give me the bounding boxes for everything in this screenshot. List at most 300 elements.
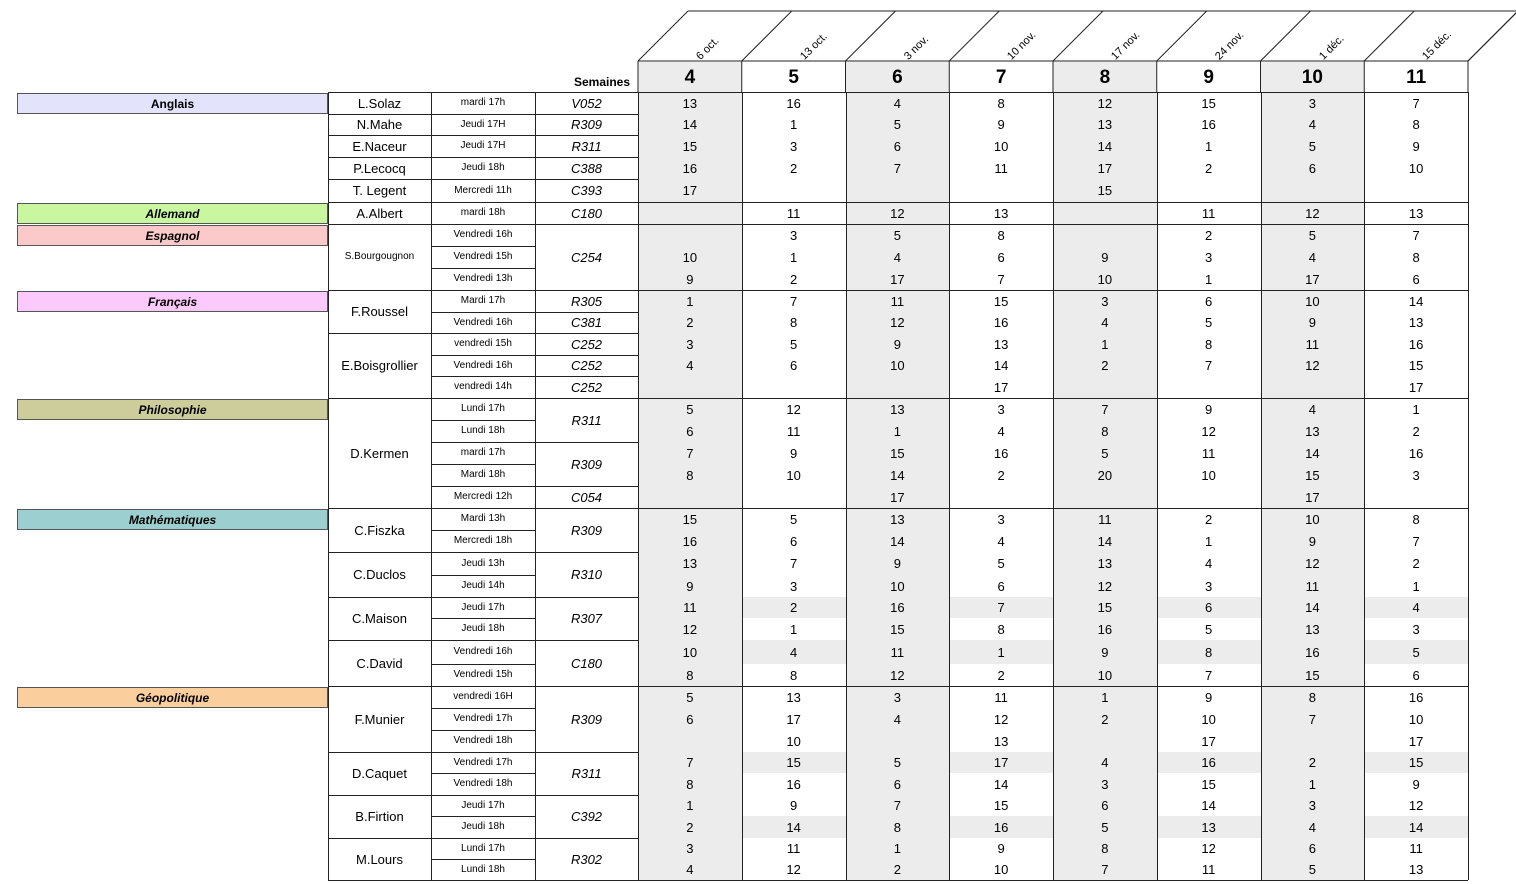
student-group-number: 12 — [1305, 556, 1320, 571]
student-group-number — [742, 179, 846, 202]
student-group-number: 5 — [1205, 621, 1213, 637]
student-group-number: 2 — [686, 819, 694, 835]
professor-divider — [328, 795, 431, 796]
room-divider — [535, 442, 638, 443]
student-group-number: 13 — [1408, 315, 1424, 330]
session-time: Mardi 13h — [460, 513, 506, 524]
student-group-number: 8 — [1412, 117, 1420, 132]
student-group-number: 10 — [1201, 711, 1216, 727]
time-divider — [431, 312, 535, 313]
student-group-number: 16 — [993, 315, 1009, 330]
professor-name: C.Maison — [352, 611, 407, 626]
time-divider — [431, 355, 535, 356]
student-group-number: 11 — [994, 160, 1008, 176]
session-time: Vendredi 16h — [453, 229, 513, 240]
student-group-number: 6 — [1205, 293, 1213, 309]
group-divider — [328, 92, 1468, 93]
student-group-number: 14 — [1305, 445, 1320, 461]
student-group-number: 8 — [790, 315, 798, 330]
student-group-number: 16 — [682, 533, 698, 549]
room-code: R309 — [570, 711, 603, 727]
student-group-number — [1053, 486, 1157, 508]
student-group-number: 4 — [997, 423, 1005, 439]
room-divider — [535, 179, 638, 180]
room-divider — [535, 640, 638, 641]
student-group-number: 16 — [1201, 755, 1216, 770]
student-group-number: 4 — [1412, 600, 1420, 615]
session-time: Vendredi 16h — [453, 359, 513, 371]
student-group-number: 7 — [1308, 711, 1316, 727]
student-group-number: 16 — [1408, 689, 1424, 705]
room-code: R309 — [570, 456, 603, 472]
session-time: vendredi 15h — [454, 338, 512, 349]
room-code: C388 — [570, 160, 603, 176]
student-group-number: 12 — [786, 401, 801, 417]
professor-divider — [328, 333, 431, 334]
time-divider — [431, 618, 535, 619]
student-group-number: 16 — [890, 600, 905, 615]
student-group-number: 7 — [686, 755, 694, 770]
session-time: Lundi 17h — [461, 842, 505, 854]
student-group-number: 2 — [1101, 711, 1109, 727]
student-group-number: 6 — [1308, 160, 1316, 176]
student-group-number: 15 — [1201, 95, 1216, 111]
student-group-number: 6 — [790, 533, 798, 549]
student-group-number — [1261, 179, 1365, 202]
student-group-number: 8 — [686, 467, 694, 483]
room-code: C252 — [570, 379, 603, 395]
time-divider — [431, 420, 535, 421]
session-time: Mercredi 18h — [453, 535, 513, 546]
student-group-number: 2 — [1205, 227, 1213, 243]
student-group-number: 1 — [893, 841, 901, 856]
subject-label: Allemand — [17, 203, 328, 224]
student-group-number: 6 — [1205, 600, 1213, 615]
session-time: Vendredi 16h — [453, 316, 513, 328]
student-group-number: 13 — [786, 689, 801, 705]
student-group-number: 15 — [993, 798, 1009, 813]
student-group-number: 7 — [1101, 401, 1109, 417]
group-divider — [328, 290, 1468, 291]
student-group-number: 1 — [1205, 271, 1213, 287]
student-group-number: 7 — [790, 556, 798, 571]
student-group-number: 6 — [893, 776, 901, 792]
professor-name: B.Firtion — [355, 809, 404, 824]
student-group-number: 17 — [1305, 271, 1320, 287]
professor-divider — [328, 179, 431, 180]
session-time: Jeudi 17H — [460, 118, 506, 130]
student-group-number: 6 — [686, 711, 694, 727]
student-group-number: 14 — [1305, 600, 1320, 615]
professor-divider — [328, 157, 431, 158]
week-number: 8 — [1099, 66, 1111, 88]
room-code: R310 — [570, 567, 603, 582]
student-group-number: 11 — [683, 600, 697, 615]
student-group-number: 1 — [1412, 401, 1420, 417]
student-group-number: 17 — [682, 183, 698, 198]
subject-label: Espagnol — [17, 225, 328, 246]
student-group-number: 8 — [997, 95, 1005, 111]
student-group-number: 14 — [1201, 798, 1216, 813]
student-group-number: 7 — [1205, 667, 1213, 683]
student-group-number: 7 — [1412, 533, 1420, 549]
student-group-number: 13 — [1097, 556, 1113, 571]
student-group-number: 1 — [1101, 336, 1109, 352]
student-group-number: 17 — [993, 755, 1009, 770]
student-group-number: 13 — [890, 511, 905, 527]
time-divider — [431, 333, 535, 334]
room-code: C252 — [570, 358, 603, 373]
student-group-number: 9 — [790, 445, 798, 461]
student-group-number: 15 — [1408, 358, 1424, 373]
student-group-number: 5 — [1101, 445, 1109, 461]
week-column-border — [1468, 92, 1469, 880]
subject-label: Philosophie — [17, 399, 328, 420]
professor-divider — [328, 597, 431, 598]
room-divider — [535, 157, 638, 158]
time-divider — [431, 530, 535, 531]
room-code: C392 — [570, 809, 603, 824]
week-date-label: 6 oct. — [694, 34, 722, 63]
session-time: Lundi 18h — [461, 425, 505, 436]
student-group-number — [1157, 486, 1261, 508]
week-column-border — [742, 92, 743, 880]
student-group-number: 20 — [1097, 467, 1113, 483]
student-group-number — [1157, 376, 1261, 398]
session-time: Vendredi 17h — [453, 713, 513, 724]
professor-name: D.Caquet — [352, 766, 407, 781]
professor-divider — [328, 114, 431, 115]
session-time: Jeudi 17h — [461, 799, 505, 811]
student-group-number: 15 — [890, 445, 905, 461]
room-divider — [535, 114, 638, 115]
student-group-number — [1261, 376, 1365, 398]
student-group-number: 15 — [1097, 183, 1113, 198]
time-divider — [431, 135, 535, 136]
student-group-number: 16 — [786, 95, 801, 111]
time-divider — [431, 268, 535, 269]
student-group-number: 11 — [1201, 445, 1216, 461]
student-group-number: 16 — [786, 776, 801, 792]
student-group-number: 14 — [890, 467, 905, 483]
student-group-number: 9 — [1412, 138, 1420, 154]
student-group-number: 11 — [786, 205, 801, 221]
header-slant-line — [1157, 11, 1207, 61]
week-date-label: 3 nov. — [901, 33, 931, 63]
student-group-number: 10 — [890, 578, 905, 594]
room-divider — [535, 135, 638, 136]
student-group-number: 7 — [790, 293, 798, 309]
student-group-number: 8 — [1412, 249, 1420, 265]
student-group-number: 4 — [997, 533, 1005, 549]
session-time: vendredi 16H — [453, 691, 513, 702]
student-group-number: 11 — [890, 293, 905, 309]
column-border — [535, 92, 536, 880]
student-group-number: 3 — [686, 336, 694, 352]
session-time: Vendredi 16h — [453, 646, 513, 657]
student-group-number: 1 — [790, 249, 798, 265]
student-group-number: 12 — [1097, 578, 1113, 594]
student-group-number: 12 — [1201, 423, 1216, 439]
student-group-number: 16 — [1201, 117, 1216, 132]
student-group-number: 3 — [1205, 249, 1213, 265]
professor-divider — [328, 552, 431, 553]
student-group-number: 13 — [993, 336, 1009, 352]
time-divider — [431, 664, 535, 665]
student-group-number: 8 — [686, 667, 694, 683]
student-group-number: 6 — [997, 578, 1005, 594]
student-group-number: 12 — [1201, 841, 1216, 856]
professor-name: F.Munier — [354, 711, 405, 727]
student-group-number: 3 — [790, 578, 798, 594]
student-group-number: 13 — [1305, 621, 1320, 637]
student-group-number: 9 — [686, 271, 694, 287]
student-group-number: 2 — [686, 315, 694, 330]
session-time: Jeudi 13h — [461, 557, 505, 569]
student-group-number: 15 — [682, 511, 698, 527]
week-column-border — [1157, 92, 1158, 880]
time-divider — [431, 773, 535, 774]
student-group-number: 12 — [1408, 798, 1424, 813]
student-group-number: 2 — [893, 862, 901, 877]
week-number: 10 — [1301, 66, 1323, 88]
student-group-number — [846, 179, 950, 202]
week-number: 11 — [1406, 66, 1427, 88]
session-time: mardi 17h — [460, 97, 506, 108]
student-group-number: 10 — [682, 249, 698, 265]
student-group-number: 10 — [1408, 711, 1424, 727]
professor-name: C.Duclos — [353, 567, 406, 582]
student-group-number: 1 — [1101, 689, 1109, 705]
session-time: Jeudi 17h — [461, 601, 505, 613]
session-time: Vendredi 15h — [453, 669, 513, 680]
student-group-number: 7 — [1412, 95, 1420, 111]
student-group-number: 7 — [997, 271, 1005, 287]
student-group-number: 3 — [686, 841, 694, 856]
professor-name: L.Solaz — [357, 95, 402, 111]
time-divider — [431, 838, 535, 839]
subject-label: Mathématiques — [17, 509, 328, 530]
time-divider — [431, 730, 535, 731]
session-time: Vendredi 17h — [453, 756, 513, 768]
professor-name: T. Legent — [352, 183, 407, 198]
student-group-number: 2 — [1412, 423, 1420, 439]
student-group-number: 9 — [1101, 644, 1109, 660]
student-group-number: 8 — [686, 776, 694, 792]
week-date-label: 10 nov. — [1005, 29, 1039, 63]
student-group-number: 7 — [893, 160, 901, 176]
student-group-number: 4 — [1205, 556, 1213, 571]
session-time: vendredi 14h — [454, 381, 512, 392]
student-group-number: 12 — [786, 862, 801, 877]
student-group-number: 4 — [686, 358, 694, 373]
student-group-number: 17 — [1408, 379, 1424, 395]
student-group-number: 9 — [1205, 401, 1213, 417]
time-divider — [431, 640, 535, 641]
student-group-number: 15 — [1408, 755, 1424, 770]
student-group-number: 12 — [993, 711, 1009, 727]
student-group-number: 8 — [1101, 841, 1109, 856]
student-group-number — [638, 202, 742, 224]
header-slant-line — [1261, 11, 1311, 61]
student-group-number: 7 — [1205, 358, 1213, 373]
student-group-number — [638, 486, 742, 508]
student-group-number: 16 — [682, 160, 698, 176]
table-bottom-border — [328, 880, 1468, 881]
week-number: 7 — [995, 66, 1007, 88]
student-group-number: 9 — [893, 336, 901, 352]
student-group-number: 8 — [997, 621, 1005, 637]
student-group-number: 7 — [997, 600, 1005, 615]
student-group-number — [1364, 486, 1468, 508]
student-group-number: 11 — [1305, 578, 1320, 594]
room-code: R307 — [570, 611, 603, 626]
student-group-number: 16 — [1097, 621, 1113, 637]
student-group-number: 2 — [790, 271, 798, 287]
student-group-number: 5 — [1308, 138, 1316, 154]
header-slant-line — [949, 11, 999, 61]
student-group-number: 11 — [786, 423, 801, 439]
professor-name: P.Lecocq — [353, 160, 406, 176]
student-group-number: 10 — [1201, 467, 1216, 483]
student-group-number: 4 — [1101, 755, 1109, 770]
time-divider — [431, 752, 535, 753]
student-group-number: 2 — [997, 467, 1005, 483]
professor-name: F.Roussel — [350, 304, 409, 319]
student-group-number — [1053, 376, 1157, 398]
group-divider — [328, 508, 1468, 509]
student-group-number: 14 — [890, 533, 905, 549]
student-group-number: 4 — [1308, 819, 1316, 835]
student-group-number: 5 — [893, 117, 901, 132]
room-code: V052 — [571, 95, 602, 111]
student-group-number: 13 — [1408, 205, 1424, 221]
column-border — [638, 92, 639, 880]
student-group-number — [846, 376, 950, 398]
room-code: R309 — [570, 117, 603, 132]
session-time: Mardi 18h — [460, 469, 506, 480]
student-group-number: 1 — [1205, 138, 1213, 154]
student-group-number: 17 — [1305, 489, 1320, 505]
student-group-number: 14 — [1408, 293, 1424, 309]
time-divider — [431, 575, 535, 576]
group-divider — [328, 398, 1468, 399]
student-group-number: 6 — [1308, 841, 1316, 856]
student-group-number: 6 — [1412, 271, 1420, 287]
student-group-number: 12 — [1097, 95, 1113, 111]
student-group-number: 14 — [993, 358, 1009, 373]
room-code: C180 — [570, 655, 603, 671]
student-group-number: 17 — [890, 489, 905, 505]
student-group-number: 16 — [993, 819, 1009, 835]
student-group-number: 14 — [786, 819, 801, 835]
student-group-number: 8 — [1308, 689, 1316, 705]
student-group-number: 4 — [1308, 401, 1316, 417]
student-group-number: 11 — [890, 644, 905, 660]
week-column-border — [1261, 92, 1262, 880]
student-group-number: 8 — [1205, 336, 1213, 352]
professor-name: D.Kermen — [350, 445, 409, 461]
student-group-number: 16 — [1408, 445, 1424, 461]
professor-name: E.Boisgrollier — [341, 358, 418, 373]
student-group-number: 15 — [786, 755, 801, 770]
student-group-number: 6 — [1101, 798, 1109, 813]
student-group-number: 17 — [786, 711, 801, 727]
group-divider — [328, 202, 1468, 203]
professor-name: N.Mahe — [356, 117, 403, 132]
professor-name: A.Albert — [356, 205, 403, 221]
student-group-number: 14 — [993, 776, 1009, 792]
time-divider — [431, 708, 535, 709]
student-group-number: 4 — [686, 862, 694, 877]
student-group-number: 10 — [1408, 160, 1424, 176]
room-code: C254 — [570, 249, 603, 265]
student-group-number: 3 — [790, 138, 798, 154]
student-group-number: 15 — [1201, 776, 1216, 792]
student-group-number: 15 — [1305, 667, 1320, 683]
student-group-number: 4 — [1308, 117, 1316, 132]
student-group-number: 9 — [997, 841, 1005, 856]
week-date-label: 17 nov. — [1109, 29, 1143, 63]
semaines-label: Semaines — [573, 75, 631, 89]
professor-divider — [328, 640, 431, 641]
professor-divider — [328, 752, 431, 753]
student-group-number: 8 — [1101, 423, 1109, 439]
student-group-number: 5 — [1101, 819, 1109, 835]
session-time: Jeudi 18h — [461, 162, 505, 173]
student-group-number: 13 — [682, 556, 698, 571]
header-slant-line — [1468, 11, 1516, 61]
student-group-number: 3 — [1412, 467, 1420, 483]
week-number: 9 — [1203, 66, 1214, 88]
student-group-number: 3 — [1101, 293, 1109, 309]
professor-name: C.Fiszka — [354, 522, 405, 538]
time-divider — [431, 376, 535, 377]
student-group-number: 3 — [893, 689, 901, 705]
student-group-number: 12 — [890, 315, 905, 330]
student-group-number: 10 — [682, 644, 698, 660]
student-group-number — [1053, 202, 1157, 224]
student-group-number: 10 — [1305, 511, 1320, 527]
student-group-number: 10 — [1305, 293, 1320, 309]
student-group-number: 8 — [893, 819, 901, 835]
student-group-number — [1053, 224, 1157, 246]
room-divider — [535, 552, 638, 553]
session-time: Vendredi 18h — [453, 735, 513, 746]
student-group-number: 13 — [890, 401, 905, 417]
student-group-number: 17 — [1097, 160, 1113, 176]
student-group-number: 13 — [682, 95, 698, 111]
header-slant-line — [638, 11, 688, 61]
room-divider — [535, 597, 638, 598]
student-group-number: 9 — [1412, 776, 1420, 792]
week-number: 4 — [684, 66, 696, 88]
student-group-number: 4 — [893, 249, 901, 265]
room-code: R311 — [571, 138, 602, 154]
week-date-label: 24 nov. — [1212, 29, 1247, 63]
student-group-number: 10 — [786, 733, 801, 749]
room-code: R309 — [570, 522, 603, 538]
student-group-number — [1364, 179, 1468, 202]
student-group-number: 2 — [1101, 358, 1109, 373]
student-group-number: 5 — [1412, 644, 1420, 660]
session-time: Vendredi 13h — [453, 273, 513, 284]
student-group-number — [638, 224, 742, 246]
week-date-label: 1 déc. — [1316, 32, 1347, 63]
professor-divider — [328, 135, 431, 136]
student-group-number: 5 — [790, 336, 798, 352]
time-divider — [431, 795, 535, 796]
